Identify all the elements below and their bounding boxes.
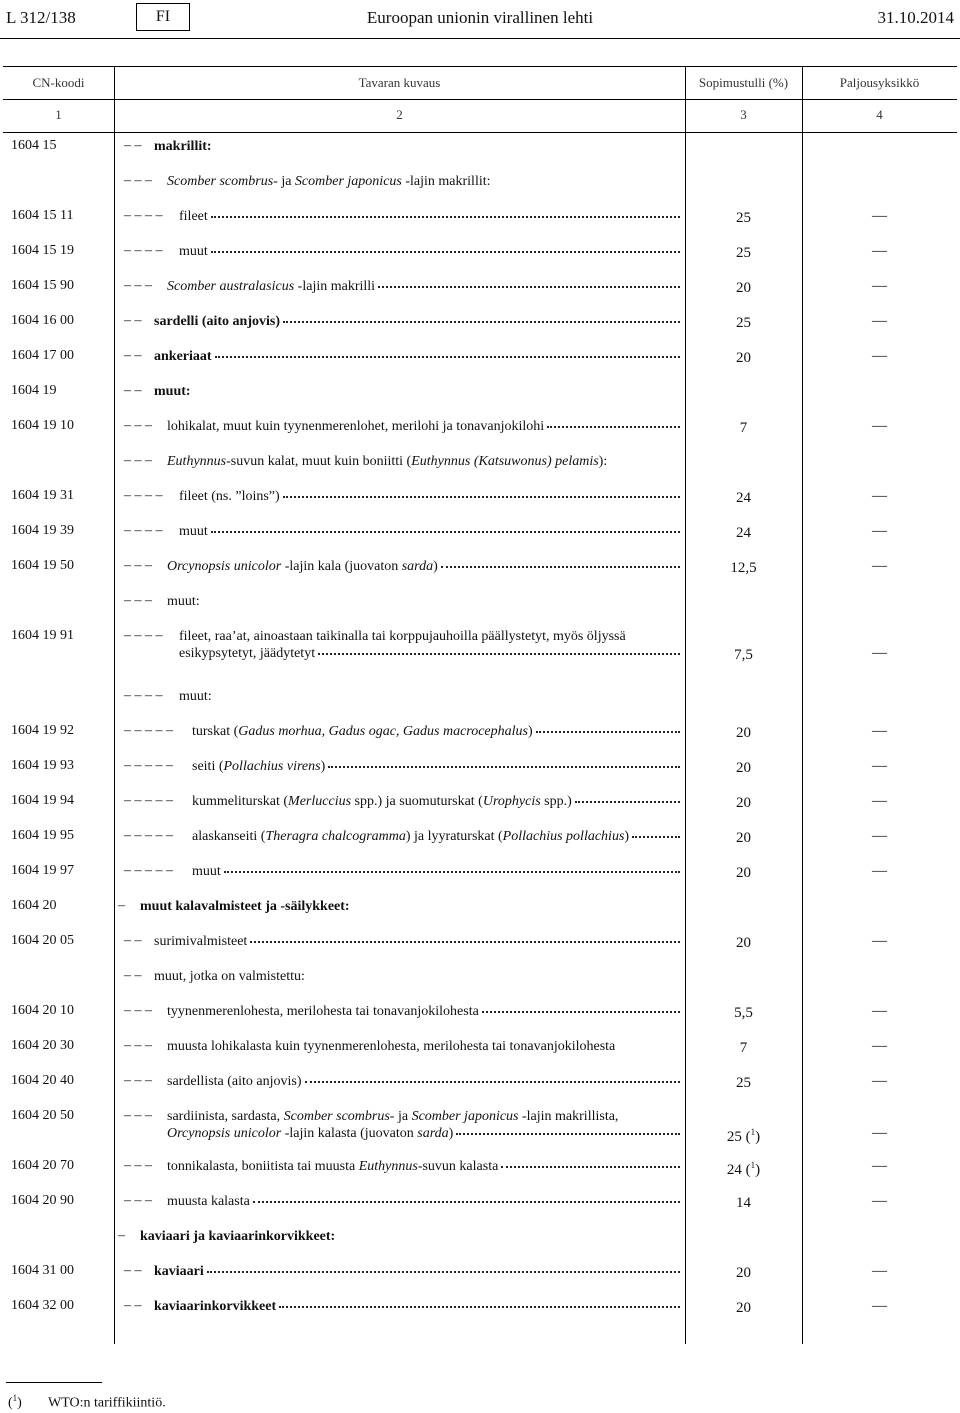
column-header-description: Tavaran kuvaus (358, 75, 441, 90)
duty-rate: 25 (736, 245, 751, 261)
supplementary-unit: — (872, 1003, 887, 1019)
duty-rate: 5,5 (734, 1005, 753, 1021)
duty-rate: 7,5 (734, 647, 753, 663)
supplementary-unit: — (872, 793, 887, 809)
description-text: Pollachius pollachius (502, 829, 625, 844)
dot-leader (501, 1165, 680, 1168)
description-text: seiti ( (192, 759, 224, 774)
cn-code: 1604 19 39 (11, 523, 74, 538)
description-text: kummeliturskat ( (192, 794, 289, 809)
description-text: ): (598, 454, 608, 469)
description-text: -suvun kalat, muut kuin boniitti ( (226, 454, 412, 469)
indent-dashes: – – (124, 1263, 142, 1278)
cn-code: 1604 20 05 (11, 933, 74, 948)
indent-dashes: – – – – – (124, 793, 173, 808)
indent-dashes: – – – – (124, 688, 163, 703)
supplementary-unit: — (872, 828, 887, 844)
cn-code: 1604 15 90 (11, 278, 74, 293)
supplementary-unit: — (872, 723, 887, 739)
description-text: Scomber japonicus (294, 174, 402, 189)
table-row (3, 1292, 957, 1322)
description-text: Euthynnus (358, 1159, 418, 1174)
description (167, 173, 680, 190)
description-text: spp.) (540, 794, 572, 809)
table-row (3, 962, 957, 992)
supplementary-unit: — (872, 1125, 887, 1141)
description-text: ) (527, 724, 533, 739)
description (167, 1108, 680, 1142)
dot-leader (456, 1132, 680, 1135)
description-text: muusta kalasta (167, 1194, 250, 1209)
column-header-cn-code: CN-koodi (32, 75, 85, 90)
footnote (8, 1393, 166, 1412)
table-row (3, 272, 957, 302)
table-row (3, 752, 957, 782)
description-text: Euthynnus (167, 454, 227, 469)
cn-code: 1604 20 10 (11, 1003, 74, 1018)
table-row (3, 1257, 957, 1287)
description-text: alaskanseiti ( (192, 829, 266, 844)
description-text: esikypsytetyt, jäädytetyt (179, 646, 316, 661)
duty-rate: 20 (736, 280, 751, 296)
dot-leader (536, 730, 680, 733)
description-text: Pollachius virens (223, 759, 321, 774)
duty-rate: 24 (736, 490, 751, 506)
indent-dashes: – – – (124, 558, 152, 573)
cn-code: 1604 19 94 (11, 793, 74, 808)
supplementary-unit: — (872, 558, 887, 574)
supplementary-unit: — (872, 348, 887, 364)
table-header-row (3, 66, 957, 100)
dot-leader (441, 565, 680, 568)
description-text: - ja (273, 174, 295, 189)
page-header (0, 0, 960, 39)
description-text: -lajin makrillit: (401, 174, 491, 189)
table-row (3, 552, 957, 582)
dot-leader (575, 800, 680, 803)
table-row (3, 587, 957, 617)
indent-dashes: – – – (124, 453, 152, 468)
indent-dashes: – – (124, 313, 142, 328)
description (179, 243, 680, 260)
table-row (3, 1222, 957, 1252)
duty-rate: 20 (736, 350, 751, 366)
cn-code: 1604 19 31 (11, 488, 74, 503)
cn-code: 1604 20 70 (11, 1158, 74, 1173)
duty-rate: 24 (736, 525, 751, 541)
indent-dashes: – (118, 1228, 125, 1243)
indent-dashes: – – – (124, 173, 152, 188)
duty-rate: 20 (736, 725, 751, 741)
publication-date: 31.10.2014 (877, 8, 954, 27)
language-badge: FI (136, 3, 190, 31)
indent-dashes: – – (124, 1298, 142, 1313)
description (167, 593, 680, 610)
cn-code: 1604 32 00 (11, 1298, 74, 1313)
supplementary-unit: — (872, 488, 887, 504)
indent-dashes: – – (124, 933, 142, 948)
table-row (3, 237, 957, 267)
duty-rate: 25 ($^1$) (726, 1127, 761, 1145)
cn-code: 1604 19 (11, 383, 57, 398)
dot-leader (224, 870, 680, 873)
description-text: tonnikalasta, boniitista tai muusta (167, 1159, 359, 1174)
indent-dashes: – – – (124, 1038, 152, 1053)
dot-leader (632, 835, 680, 838)
dot-leader (283, 320, 680, 323)
column-number-1: 1 (55, 107, 62, 122)
supplementary-unit: — (872, 418, 887, 434)
indent-dashes: – – – (124, 1193, 152, 1208)
supplementary-unit: — (872, 758, 887, 774)
supplementary-unit: — (872, 313, 887, 329)
table-row (3, 1032, 957, 1062)
description-text: ) (320, 759, 326, 774)
table-row (3, 682, 957, 712)
description (154, 968, 680, 985)
description-text: -lajin makrilli (294, 279, 376, 294)
description-text: ) (624, 829, 630, 844)
description (179, 523, 680, 540)
cn-code: 1604 15 11 (11, 208, 74, 223)
table-row (3, 132, 957, 162)
description-text: Gadus morhua, Gadus ogac, Gadus macrocephalus (238, 724, 528, 739)
description (154, 348, 680, 365)
indent-dashes: – – (124, 968, 142, 983)
dot-leader (211, 215, 680, 218)
description-text: Orcynopsis unicolor (167, 559, 282, 574)
duty-rate: 20 (736, 1265, 751, 1281)
duty-rate: 20 (736, 760, 751, 776)
description-text: Euthynnus (Katsuwonus) pelamis (411, 454, 599, 469)
indent-dashes: – – (124, 138, 142, 153)
dot-leader (250, 940, 680, 943)
description-text: ) ja lyyraturskat ( (405, 829, 503, 844)
cn-code: 1604 19 92 (11, 723, 74, 738)
description (167, 1038, 680, 1055)
description-text: sarda (417, 1126, 449, 1141)
cn-code: 1604 19 91 (11, 628, 74, 643)
dot-leader (279, 1305, 680, 1308)
dot-leader (305, 1080, 680, 1083)
indent-dashes: – – – – – (124, 863, 173, 878)
description (179, 488, 680, 505)
supplementary-unit: — (872, 1298, 887, 1314)
cn-code: 1604 20 30 (11, 1038, 74, 1053)
description-text: muut (179, 244, 208, 259)
description-text: kaviaari (154, 1264, 204, 1279)
description-text: Theragra chalcogramma (265, 829, 406, 844)
description (192, 723, 680, 740)
supplementary-unit: — (872, 208, 887, 224)
dot-leader (211, 530, 680, 533)
table-row (3, 447, 957, 477)
dot-leader (207, 1270, 680, 1273)
table-row (3, 412, 957, 442)
duty-rate: 20 (736, 935, 751, 951)
table-row (3, 822, 957, 852)
duty-rate: 20 (736, 865, 751, 881)
indent-dashes: – – – (124, 1003, 152, 1018)
indent-dashes: – – – (124, 593, 152, 608)
description-text: ) (433, 559, 438, 574)
table-row (3, 787, 957, 817)
supplementary-unit: — (872, 1193, 887, 1209)
description-text: muut kalavalmisteet ja -säilykkeet: (140, 899, 350, 914)
table-row (3, 482, 957, 512)
dot-leader (283, 495, 680, 498)
supplementary-unit: — (872, 1073, 887, 1089)
description-text: kaviaarinkorvikkeet (154, 1299, 277, 1314)
description-text: muusta lohikalasta kuin tyynenmerenlohesta, merilohesta tai tonavanjokilohesta (167, 1039, 616, 1054)
table-row (3, 517, 957, 547)
indent-dashes: – – – – (124, 523, 163, 538)
duty-rate: 24 ($^1$) (726, 1160, 761, 1178)
table-row (3, 167, 957, 197)
description (140, 1228, 680, 1245)
dot-leader (215, 355, 680, 358)
cn-code: 1604 19 93 (11, 758, 74, 773)
cn-code: 1604 17 00 (11, 348, 74, 363)
column-header-unit: Paljousyksikkö (839, 75, 920, 90)
description (192, 828, 680, 845)
duty-rate: 20 (736, 1300, 751, 1316)
description (167, 418, 680, 435)
description-text: ankeriaat (154, 349, 212, 364)
column-number-2: 2 (396, 107, 403, 122)
description (192, 863, 680, 880)
cn-code: 1604 20 90 (11, 1193, 74, 1208)
journal-title: Euroopan unionin virallinen lehti (366, 8, 594, 27)
description-text: muut: (167, 594, 200, 609)
description (167, 558, 680, 575)
description-text: muut: (179, 689, 212, 704)
description-text: Scomber scombrus (283, 1109, 390, 1124)
page-reference: L 312/138 (6, 8, 76, 27)
supplementary-unit: — (872, 1263, 887, 1279)
column-number-3: 3 (740, 107, 747, 122)
duty-rate: 12,5 (730, 560, 757, 576)
indent-dashes: – – – (124, 1158, 152, 1173)
description (154, 383, 680, 400)
description-text: Orcynopsis unicolor (167, 1126, 282, 1141)
tariff-table (3, 66, 957, 1344)
duty-rate: 25 (736, 210, 751, 226)
table-row (3, 202, 957, 232)
table-row (3, 892, 957, 922)
supplementary-unit: — (872, 1038, 887, 1054)
description (167, 1003, 680, 1020)
description-text: sardiinista, sardasta, (167, 1109, 284, 1124)
dot-leader (378, 285, 680, 288)
indent-dashes: – – (124, 348, 142, 363)
cn-code: 1604 16 00 (11, 313, 74, 328)
cn-code: 1604 19 95 (11, 828, 74, 843)
indent-dashes: – – – – (124, 243, 163, 258)
description-text: muut: (154, 384, 191, 399)
description (167, 278, 680, 295)
description (167, 1158, 680, 1175)
description-text: muut (192, 864, 221, 879)
duty-rate: 7 (739, 1040, 748, 1056)
description-text: Scomber australasicus (167, 279, 295, 294)
description-text: fileet, raa’at, ainoastaan taikinalla tai korppujauhoilla päällystetyt, myös öljyssä (179, 629, 626, 644)
dot-leader (328, 765, 680, 768)
table-row (3, 1067, 957, 1097)
description-text: Scomber scombrus (167, 174, 274, 189)
indent-dashes: – – – – – (124, 828, 173, 843)
table-row (3, 377, 957, 407)
description-text: kaviaari ja kaviaarinkorvikkeet: (140, 1229, 336, 1244)
indent-dashes: – – – – – (124, 758, 173, 773)
cn-code: 1604 20 (11, 898, 57, 913)
duty-rate: 25 (736, 1075, 751, 1091)
column-number-row (3, 98, 957, 133)
duty-rate: 25 (736, 315, 751, 331)
description (154, 138, 680, 155)
cn-code: 1604 20 40 (11, 1073, 74, 1088)
indent-dashes: – – (124, 383, 142, 398)
description (154, 313, 680, 330)
description-text: ) (448, 1126, 454, 1141)
description-text: sarda (401, 559, 434, 574)
description-text: surimivalmisteet (154, 934, 248, 949)
description-text: muut, jotka on valmistettu: (154, 969, 305, 984)
table-row (3, 1102, 957, 1145)
description-text: Scomber japonicus (411, 1109, 519, 1124)
cn-code: 1604 20 50 (11, 1108, 74, 1123)
description-text: sardelli (aito anjovis) (154, 314, 280, 329)
indent-dashes: – – – – (124, 488, 163, 503)
description-text: lohikalat, muut kuin tyynenmerenlohet, merilohi ja tonavanjokilohi (167, 419, 545, 434)
indent-dashes: – – – (124, 1073, 152, 1088)
description-text: makrillit: (154, 139, 212, 154)
dot-leader (547, 425, 680, 428)
indent-dashes: – – – – (124, 208, 163, 223)
description (192, 758, 680, 775)
description (167, 453, 680, 470)
indent-dashes: – – – (124, 278, 152, 293)
duty-rate: 7 (739, 420, 748, 436)
supplementary-unit: — (872, 243, 887, 259)
dot-leader (318, 652, 680, 655)
table-row (3, 997, 957, 1027)
cn-code: 1604 19 97 (11, 863, 74, 878)
table-row (3, 927, 957, 957)
column-number-4: 4 (876, 107, 883, 122)
description-text: tyynenmerenlohesta, merilohesta tai tonavanjokilohesta (167, 1004, 479, 1019)
footnote-text: WTO:n tariffikiintiö. (48, 1395, 166, 1411)
indent-dashes: – – – – (124, 628, 163, 643)
description (167, 1073, 680, 1090)
duty-rate: 14 (736, 1195, 751, 1211)
indent-dashes: – – – (124, 1108, 152, 1123)
table-row (3, 1152, 957, 1182)
description-text: sardellista (aito anjovis) (167, 1074, 302, 1089)
description (179, 208, 680, 225)
column-header-duty: Sopimustulli (%) (698, 75, 789, 90)
cn-code: 1604 31 00 (11, 1263, 74, 1278)
table-row (3, 342, 957, 372)
supplementary-unit: — (872, 645, 887, 661)
description (154, 1263, 680, 1280)
dot-leader (211, 250, 680, 253)
description-text: -lajin makrillista, (518, 1109, 619, 1124)
supplementary-unit: — (872, 1158, 887, 1174)
duty-rate: 20 (736, 795, 751, 811)
description (167, 1193, 680, 1210)
description (140, 898, 680, 915)
cn-code: 1604 19 50 (11, 558, 74, 573)
table-row (3, 307, 957, 337)
duty-rate: 20 (736, 830, 751, 846)
dot-leader (253, 1200, 680, 1203)
description (192, 793, 680, 810)
cn-code: 1604 15 (11, 138, 57, 153)
supplementary-unit: — (872, 278, 887, 294)
description-text: -lajin kalasta (juovaton (281, 1126, 418, 1141)
description-text: fileet (ns. ”loins”) (179, 489, 280, 504)
description-text: muut (179, 524, 208, 539)
supplementary-unit: — (872, 933, 887, 949)
footnote-separator (6, 1382, 102, 1383)
indent-dashes: – – – (124, 418, 152, 433)
description-text: - ja (389, 1109, 412, 1124)
table-row (3, 622, 957, 663)
indent-dashes: – (118, 898, 125, 913)
description (154, 1298, 680, 1315)
supplementary-unit: — (872, 523, 887, 539)
table-row (3, 857, 957, 887)
cn-code: 1604 19 10 (11, 418, 74, 433)
description-text: spp.) ja suomuturskat ( (351, 794, 483, 809)
indent-dashes: – – – – – (124, 723, 173, 738)
description-text: -lajin kala (juovaton (281, 559, 402, 574)
description-text: Urophycis (482, 794, 541, 809)
description-text: turskat ( (192, 724, 239, 739)
cn-code: 1604 15 19 (11, 243, 74, 258)
supplementary-unit: — (872, 863, 887, 879)
description (179, 628, 680, 662)
footnote-mark: ($^1$) (8, 1393, 22, 1411)
table-row (3, 1187, 957, 1217)
description-text: fileet (179, 209, 208, 224)
description (179, 688, 680, 705)
table-row (3, 717, 957, 747)
description-text: Merluccius (288, 794, 352, 809)
description (154, 933, 680, 950)
dot-leader (482, 1010, 680, 1013)
description-text: -suvun kalasta (417, 1159, 499, 1174)
